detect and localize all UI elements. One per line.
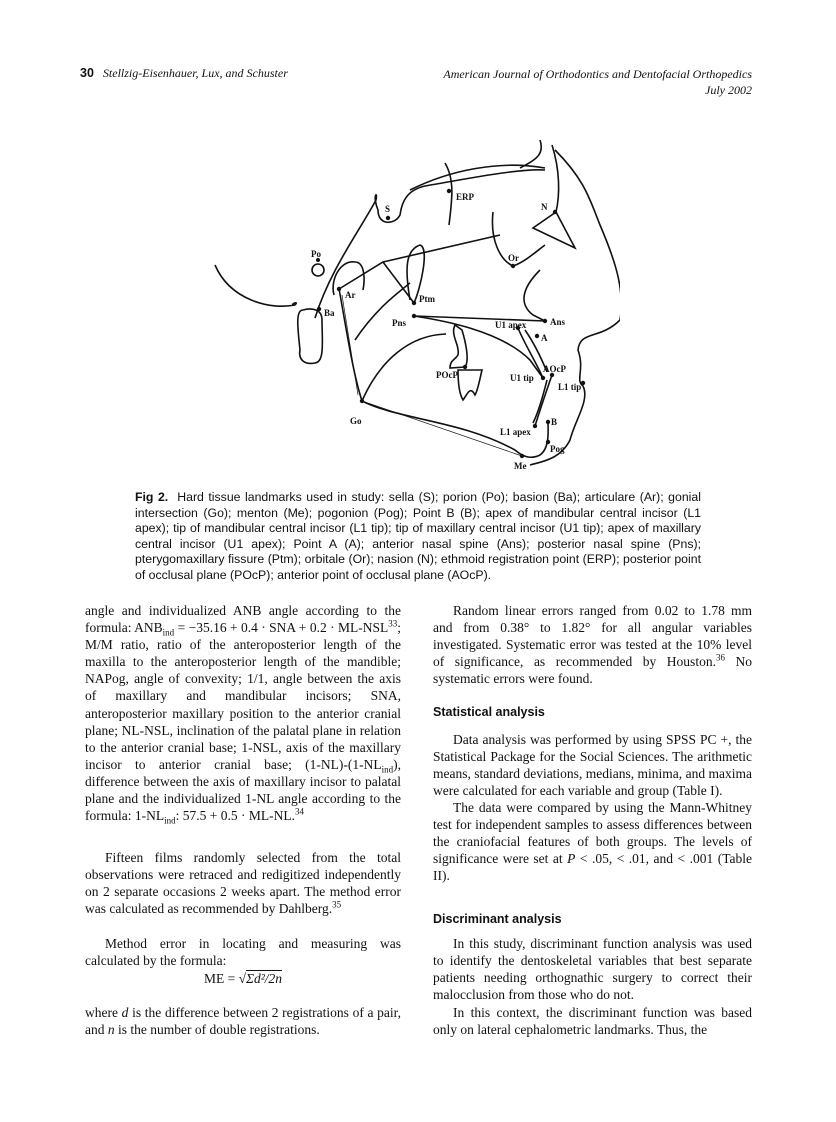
mandibular-plane (362, 401, 522, 456)
left-paragraph-2: Fifteen films randomly selected from the total observations were retraced and redigitized independently on 2 separate occasions 2 weeks apart. The method error was calculated as recommended by Dahlberg.$^{35}$ (85, 850, 401, 917)
label-A: A (541, 333, 548, 343)
label-L1-tip: L1 tip (558, 382, 582, 392)
maxilla-outline (524, 270, 545, 321)
label-B: B (551, 417, 558, 427)
method-error-formula: ME = √Σd²/2n (203, 971, 283, 986)
upper-molar (450, 325, 467, 368)
label-Ba: Ba (324, 308, 335, 318)
right-paragraph-2: Data analysis was performed by using SPSS PC +, the Statistical Package for the Social Sciences. The arithmetic means, standard deviations, medians, minima, and maxima were calculated for each variable and group (Table I). (433, 732, 752, 799)
heading-statistical-analysis: Statistical analysis (433, 705, 545, 719)
figure-caption (135, 490, 701, 584)
caption-text: Hard tissue landmarks used in study: sella (S); porion (Po); basion (Ba); articulare (Ar); gonial intersection (Go); menton (Me); pogonion (Pog); Point B (B); apex of mandibular central incisor (L1 apex); tip of mandibular central incisor (L1 tip); tip of maxillary central incisor (U1 tip); apex of maxillary central incisor (U1 apex); Point A (A); anterior nasal spine (Ans); posterior nasal spine (Pns); pterygomaxillary fissure (Ptm); orbitale (Or); nasion (N); ethmoid registration point (ERP); posterior point of occlusal plane (POcP); anterior point of occlusal plane (AOcP). (135, 490, 701, 582)
right-paragraph-4: In this study, discriminant function analysis was used to identify the dentoskeletal variables that best separate patients needing orthognathic surgery to correct their malocclusion from those who do not. (433, 936, 752, 1003)
label-Ans: Ans (550, 317, 566, 327)
mandibular-canal (362, 334, 446, 401)
lower-molar (458, 370, 482, 400)
nasal-bone (533, 145, 575, 248)
label-S: S (385, 204, 391, 214)
label-Po: Po (311, 249, 321, 259)
ramus-outline (339, 289, 362, 401)
label-AOcP: AOcP (543, 364, 566, 374)
ramus-tangent (342, 295, 358, 395)
issue-date: July 2002 (705, 83, 752, 97)
running-header-right (443, 66, 752, 98)
label-Or: Or (508, 253, 519, 263)
running-header-left (80, 66, 288, 81)
palatal-ref-line (383, 235, 500, 262)
label-ERP: ERP (456, 192, 474, 202)
label-Me: Me (514, 461, 527, 471)
authors: Stellzig-Eisenhauer, Lux, and Schuster (102, 66, 288, 80)
right-paragraph-3: The data were compared by using the Mann-Whitney test for independent samples to assess differences between the craniofacial features of both groups. The levels of significance were set at P < .05, < .01, and < .001 (Table II). (433, 800, 752, 884)
label-U1-apex: U1 apex (495, 320, 527, 330)
frontal-outline (520, 140, 541, 168)
soft-tissue-profile (530, 150, 620, 465)
label-Ar: Ar (345, 290, 356, 300)
label-U1-tip: U1 tip (510, 373, 534, 383)
left-paragraph-4: where d is the difference between 2 registrations of a pair, and n is the number of double registrations. (85, 1005, 402, 1038)
label-POcP: POcP (436, 370, 458, 380)
occipital-outline (215, 265, 296, 306)
ramus-posterior (355, 283, 410, 340)
caption-label: Fig 2. (135, 490, 169, 504)
label-N: N (541, 202, 548, 212)
condyle-outline (298, 309, 323, 363)
label-Pns: Pns (392, 318, 407, 328)
ERP-line (445, 163, 452, 225)
label-Ptm: Ptm (419, 294, 435, 304)
lower-incisor (533, 375, 552, 426)
label-Go: Go (350, 416, 362, 426)
cephalometric-figure (200, 140, 620, 480)
page-number: 30 (80, 66, 94, 80)
right-paragraph-1: Random linear errors ranged from 0.02 to 1.78 mm and from 0.38° to 1.82° for all angular variables investigated. Systematic error was tested at the 10% level of significance, as recommended by Houston.$^{36}$ No systematic errors were found. (433, 603, 753, 687)
left-paragraph-3: Method error in locating and measuring was calculated by the formula: (85, 936, 401, 969)
right-paragraph-5: In this context, the discriminant function was based only on lateral cephalometric landmarks. Thus, the (433, 1005, 752, 1038)
journal-title: American Journal of Orthodontics and Dentofacial Orthopedics (443, 67, 752, 81)
heading-discriminant-analysis: Discriminant analysis (433, 912, 562, 926)
porion-ring (312, 264, 324, 276)
label-Pog: Pog (550, 444, 565, 454)
label-L1-apex: L1 apex (500, 427, 531, 437)
left-paragraph-1: angle and individualized ANB angle according to the formula: $ANB_{ind} = -35.16 + 0.4$ · SNA + $0.2 \cdot ML-NSL^{33}$; M/M ratio, ratio of the anteroposterior length of the maxilla to the anteroposterior length of the mandible; NAPog, angle of convexity; 1/1, angle between the axis of maxillary and mandibular incisors; SNA, anteroposterior maxillary position to the anterior cranial plane; NL-NSL, inclination of the palatal plane in relation to the anterior cranial base; 1-NSL, axis of the maxillary incisor to anterior cranial base; $(1-NL)-(1-NL_{ind})$, difference between the axis of maxillary incisor to palatal plane and the individualized 1-NL angle according to the formula: $1-NL_{ind}$: 57.5 + 0.5 · ML-NL.$^{34}$ (85, 603, 401, 826)
